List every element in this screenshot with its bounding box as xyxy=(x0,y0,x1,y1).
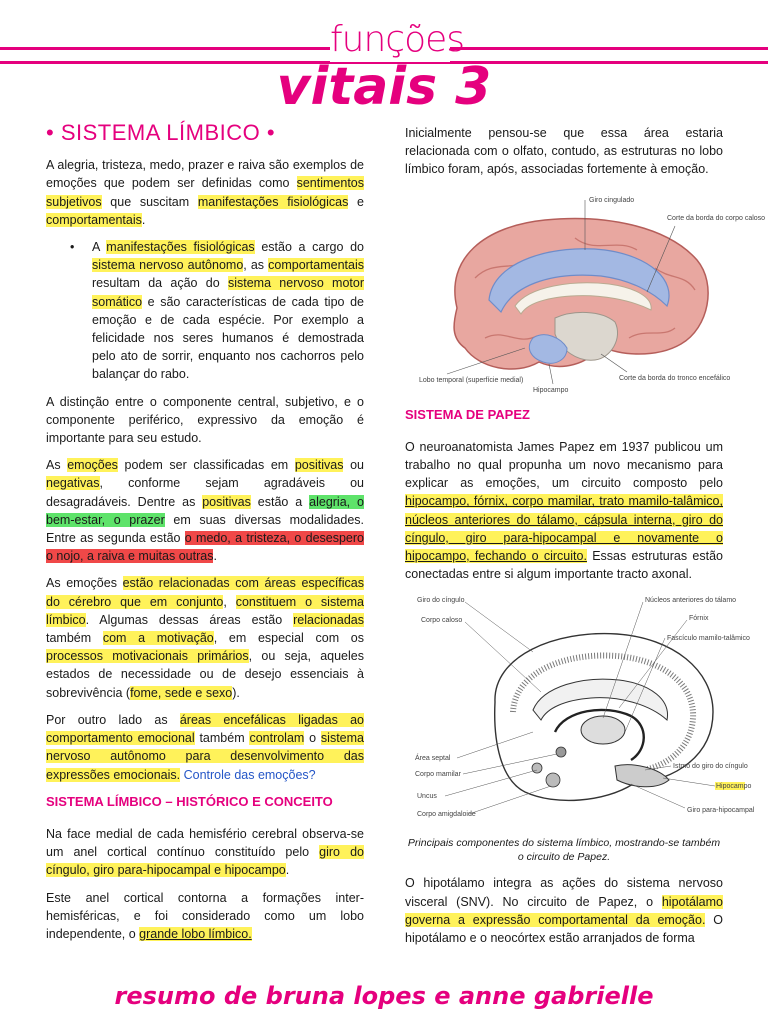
section-title: • SISTEMA LÍMBICO • xyxy=(46,120,276,145)
emotion-control-link[interactable]: Controle das emoções? xyxy=(183,767,316,782)
paragraph-hypothalamus: O hipotálamo integra as ações do sistema nervoso visceral (SNV). No circuito de Papez, o hipotálamo governa a expressão comportamental da emoção. O hipotálamo e o neocórtex estão arranjados de forma xyxy=(405,876,723,946)
left-column xyxy=(46,120,364,952)
title-big: vitais 3 xyxy=(276,57,492,117)
subtitle-papez: SISTEMA DE PAPEZ xyxy=(405,406,530,422)
right-column xyxy=(405,124,766,956)
fig2-label-mamillary: Corpo mamilar xyxy=(415,771,461,779)
limbic-brain-figure xyxy=(405,188,766,398)
fig1-label-corpus-callosum: Corte da borda do corpo caloso xyxy=(667,214,766,222)
fig1-label-temporal: Lobo temporal (superfície medial) xyxy=(419,376,524,384)
fig2-label-parahippocampal: Giro para-hipocampal xyxy=(687,807,755,815)
fig2-label-cingulate: Giro do cíngulo xyxy=(417,597,465,605)
paragraph-brain-areas: As emoções estão relacionadas com áreas específicas do cérebro que em conjunto, constituem o sistema límbico. Algumas dessas áreas estão relacionadas também com a motivação, em especial com os processos motivacionais primários, ou seja, aqueles estados de necessidade ou de desejo essenciais à sobrevivência (fome, sede e sexo). xyxy=(46,576,364,700)
fig2-label-amygdala: Corpo amigdaloide xyxy=(417,811,476,819)
papez-circuit-figure xyxy=(405,592,755,828)
fig2-label-hippocampus: Hipocampo xyxy=(716,783,752,791)
footer-credits: resumo de bruna lopes e anne gabrielle xyxy=(114,982,654,1010)
fig1-label-brainstem: Corte da borda do tronco encefálico xyxy=(619,374,731,382)
paragraph-cortical-ring: Na face medial de cada hemisfério cerebral observa-se um anel cortical contínuo constituído pelo giro do cíngulo, giro para-hipocampal e hipocampo. xyxy=(46,826,364,878)
fig2-label-fornix: Fórnix xyxy=(689,615,709,623)
fig1-label-hippocampus: Hipocampo xyxy=(533,386,569,394)
paragraph-autonomic-control: Por outro lado as áreas encefálicas ligadas ao comportamento emocional também controlam o sistema nervoso autônomo para desenvolvimento das expressões emocionais. Controle das emoções? xyxy=(46,712,364,782)
fig2-label-anterior-nuclei: Núcleos anteriores do tálamo xyxy=(645,597,737,605)
paragraph-limbic-lobe: Este anel cortical contorna a formações inter-hemisféricas, e foi considerado como um lobo independente, o grande lobo límbico. xyxy=(46,890,364,941)
subtitle-history: SISTEMA LÍMBICO – HISTÓRICO E CONCEITO xyxy=(46,793,333,809)
fig2-label-isthmus: Istmo do giro do cíngulo xyxy=(673,763,748,771)
paragraph-papez: O neuroanatomista James Papez em 1937 publicou um trabalho no qual propunha um novo mecanismo para explicar as emoções, um circuito composto pelo hipocampo, fórnix, corpo mamilar, trato mamilo-talâmico, núcleos anteriores do tálamo, cápsula interna, giro do cíngulo, giro para-hipocampal e novamente o hipocampo, fechando o circuito. Essas estruturas estão conectadas entre si algum importante tracto axonal. xyxy=(405,439,723,582)
figure-caption: Principais componentes do sistema límbico, mostrando-se também o circuito de Papez. xyxy=(407,837,721,864)
fig2-label-mamillothalamic: Fascículo mamilo-talâmico xyxy=(667,635,750,643)
paragraph-emotions-intro: A alegria, tristeza, medo, prazer e raiva são exemplos de emoções que podem ser definidas como sentimentos subjetivos que suscitam manifestações fisiológicas e comportamentais. xyxy=(46,158,364,227)
title-small: funções xyxy=(330,19,465,60)
bullet-manifestations: • A manifestações fisiológicas estão a cargo do sistema nervoso autônomo, as comportamentais resultam da ação do sistema nervoso motor somático e são características de cada tipo de emoção e de cada espécie. Por exemplo a felicidade nos seres humanos é demostrada pelo ato de sorrir, enquanto nos cachorros pelo balançar do rabo. xyxy=(70,240,364,382)
paragraph-olfaction: Inicialmente pensou-se que essa área estaria relacionada com o olfato, contudo, as estruturas no lobo límbico foram, após, associadas fortemente à emoção. xyxy=(405,126,723,177)
fig1-label-cingulate: Giro cingulado xyxy=(589,196,635,204)
paragraph-classification: As emoções podem ser classificadas em positivas ou negativas, conforme sejam agradáveis ou desagradáveis. Dentre as positivas estão a alegria, o bem-estar, o prazer em suas diversas modalidades. Entre as segunda estão o medo, a tristeza, o desespero o nojo, a raiva e muitas outras. xyxy=(46,458,364,564)
fig2-label-corpus-callosum: Corpo caloso xyxy=(421,617,463,625)
fig2-label-uncus: Uncus xyxy=(417,793,437,801)
fig2-label-septal: Área septal xyxy=(415,755,451,763)
paragraph-components: A distinção entre o componente central, subjetivo, e o componente periférico, expressivo da emoção é importante para seu estudo. xyxy=(46,394,364,446)
bullet-dot: • xyxy=(70,240,75,255)
